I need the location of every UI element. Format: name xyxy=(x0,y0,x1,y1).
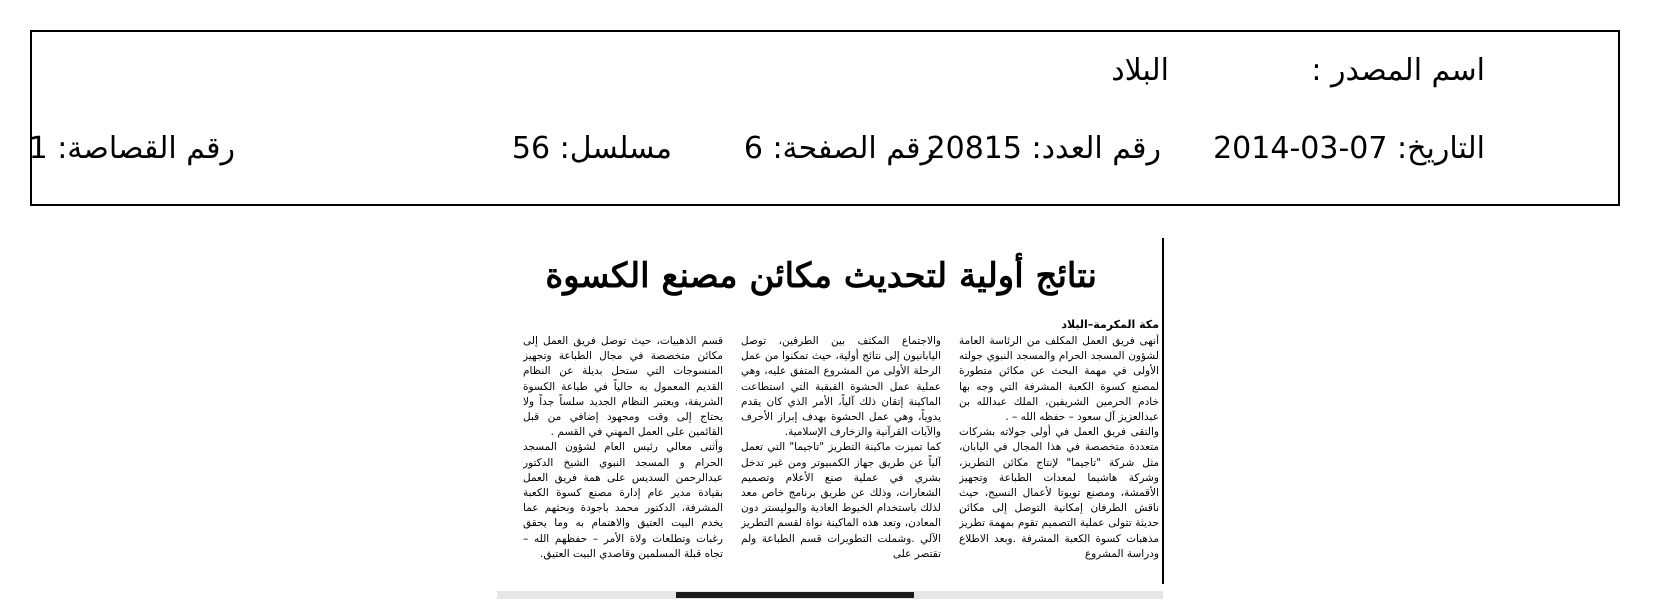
newspaper-clipping xyxy=(497,238,1167,616)
article-headline: نتائج أولية لتحديث مكائن مصنع الكسوة xyxy=(545,256,1097,296)
serial-label: مسلسل: 56 xyxy=(511,131,672,166)
article-column-1 xyxy=(959,334,1159,574)
article-paragraph: وأثنى معالي رئيس العام لشؤون المسجد الحرام و المسجد النبوي الشيخ الدكتور عبدالرحمن السديس على همة فريق العمل بقيادة مدير عام إدارة مصنع كسوة الكعبة المشرفة، الدكتور محمد باجودة وبحثهم عما يخدم البيت العتيق والاهتمام به وما يحقق رغبات وتطلعات ولاة الأمر – حفظهم الله – تجاه قبلة المسلمين وقاصدي البيت العتيق. xyxy=(523,441,723,560)
article-paragraph: والاجتماع المكثف بين الطرفين، توصل اليابانيون إلى نتائج أولية، حيث تمكنوا من عمل الرحلة الأولى من المشروع المتفق عليه، وهي عملية عمل الحشوة القبقبة التي استطاعت الماكينة إتقان ذلك آلياً، الأمر الذي كان يقدم يدوياً، وهي عمل الحشوة بهدف إبراز الأحرف والآيات القرآنية والزخارف الإسلامية. xyxy=(741,335,941,439)
issue-number-label: رقم العدد: 20815 xyxy=(926,131,1161,166)
page-number-label: رقم الصفحة: 6 xyxy=(743,131,935,166)
clip-number-label: رقم القصاصة: 1 xyxy=(28,131,235,166)
article-paragraph: أنهى فريق العمل المكلف من الرئاسة العامة لشؤون المسجد الحرام والمسجد النبوي جولته الأولى في مهمة البحث عن مكائن متطورة لمصنع كسوة الكعبة المشرفة التي وجه بها خادم الحرمين الشريفين، الملك عبدالله بن عبدالعزيز آل سعود – حفظه الله – . xyxy=(959,335,1159,424)
date-label: التاريخ: 07-03-2014 xyxy=(1213,131,1485,166)
article-paragraph: والتقى فريق العمل في أولى جولاته بشركات متعددة متخصصة في هذا المجال في اليابان، مثل شركة "تاجيما" لإنتاج مكائن التطريز، وشركة هاشيما لمعدات الطباعة وتجهيز الأقمشة، ومصنع تويوتا لأعمال النسيج، حيث ناقش الطرفان إمكانية التوصل إلى مكائن حديثة تتولى عملية التصميم تقوم بمهمة تطريز مذهبات كسوة الكعبة المشرفة .وبعد الاطلاع ودراسة المشروع xyxy=(959,426,1159,560)
article-paragraph: كما تميزت ماكينة التطريز "تاجيما" التي تعمل آلياً عن طريق جهاز الكمبيوتر ومن غير تدخل بشري في عملية صنع الأعلام وتصميم الشعارات، وذلك عن طريق برنامج خاص معد لذلك باستخدام الخيوط العادية والبوليستر دون المعادن، وتعد هذه الماكينة نواة لقسم التطريز الآلي .وشملت التطويرات قسم الطباعة ولم تقتصر على xyxy=(741,441,941,560)
article-column-3 xyxy=(523,334,723,574)
source-label: اسم المصدر : xyxy=(1311,53,1485,88)
source-value: البلاد xyxy=(1111,53,1169,88)
article-byline: مكة المكرمة–البلاد xyxy=(1061,318,1159,331)
scan-bottom-mark xyxy=(676,592,914,598)
article-column-2 xyxy=(741,334,941,574)
article-paragraph: قسم الذهبيات، حيث توصل فريق العمل إلى مكائن متخصصة في مجال الطباعة وتجهيز المنسوجات التي ستحل بديلة عن النظام القديم المعمول به حالياً في طباعة الكسوة الشريفة، ويعتبر النظام الجديد سلساً جداً ولا يحتاج إلى وقت ومجهود إضافي من قبل القائمين على العمل المهني في القسم . xyxy=(523,335,723,439)
